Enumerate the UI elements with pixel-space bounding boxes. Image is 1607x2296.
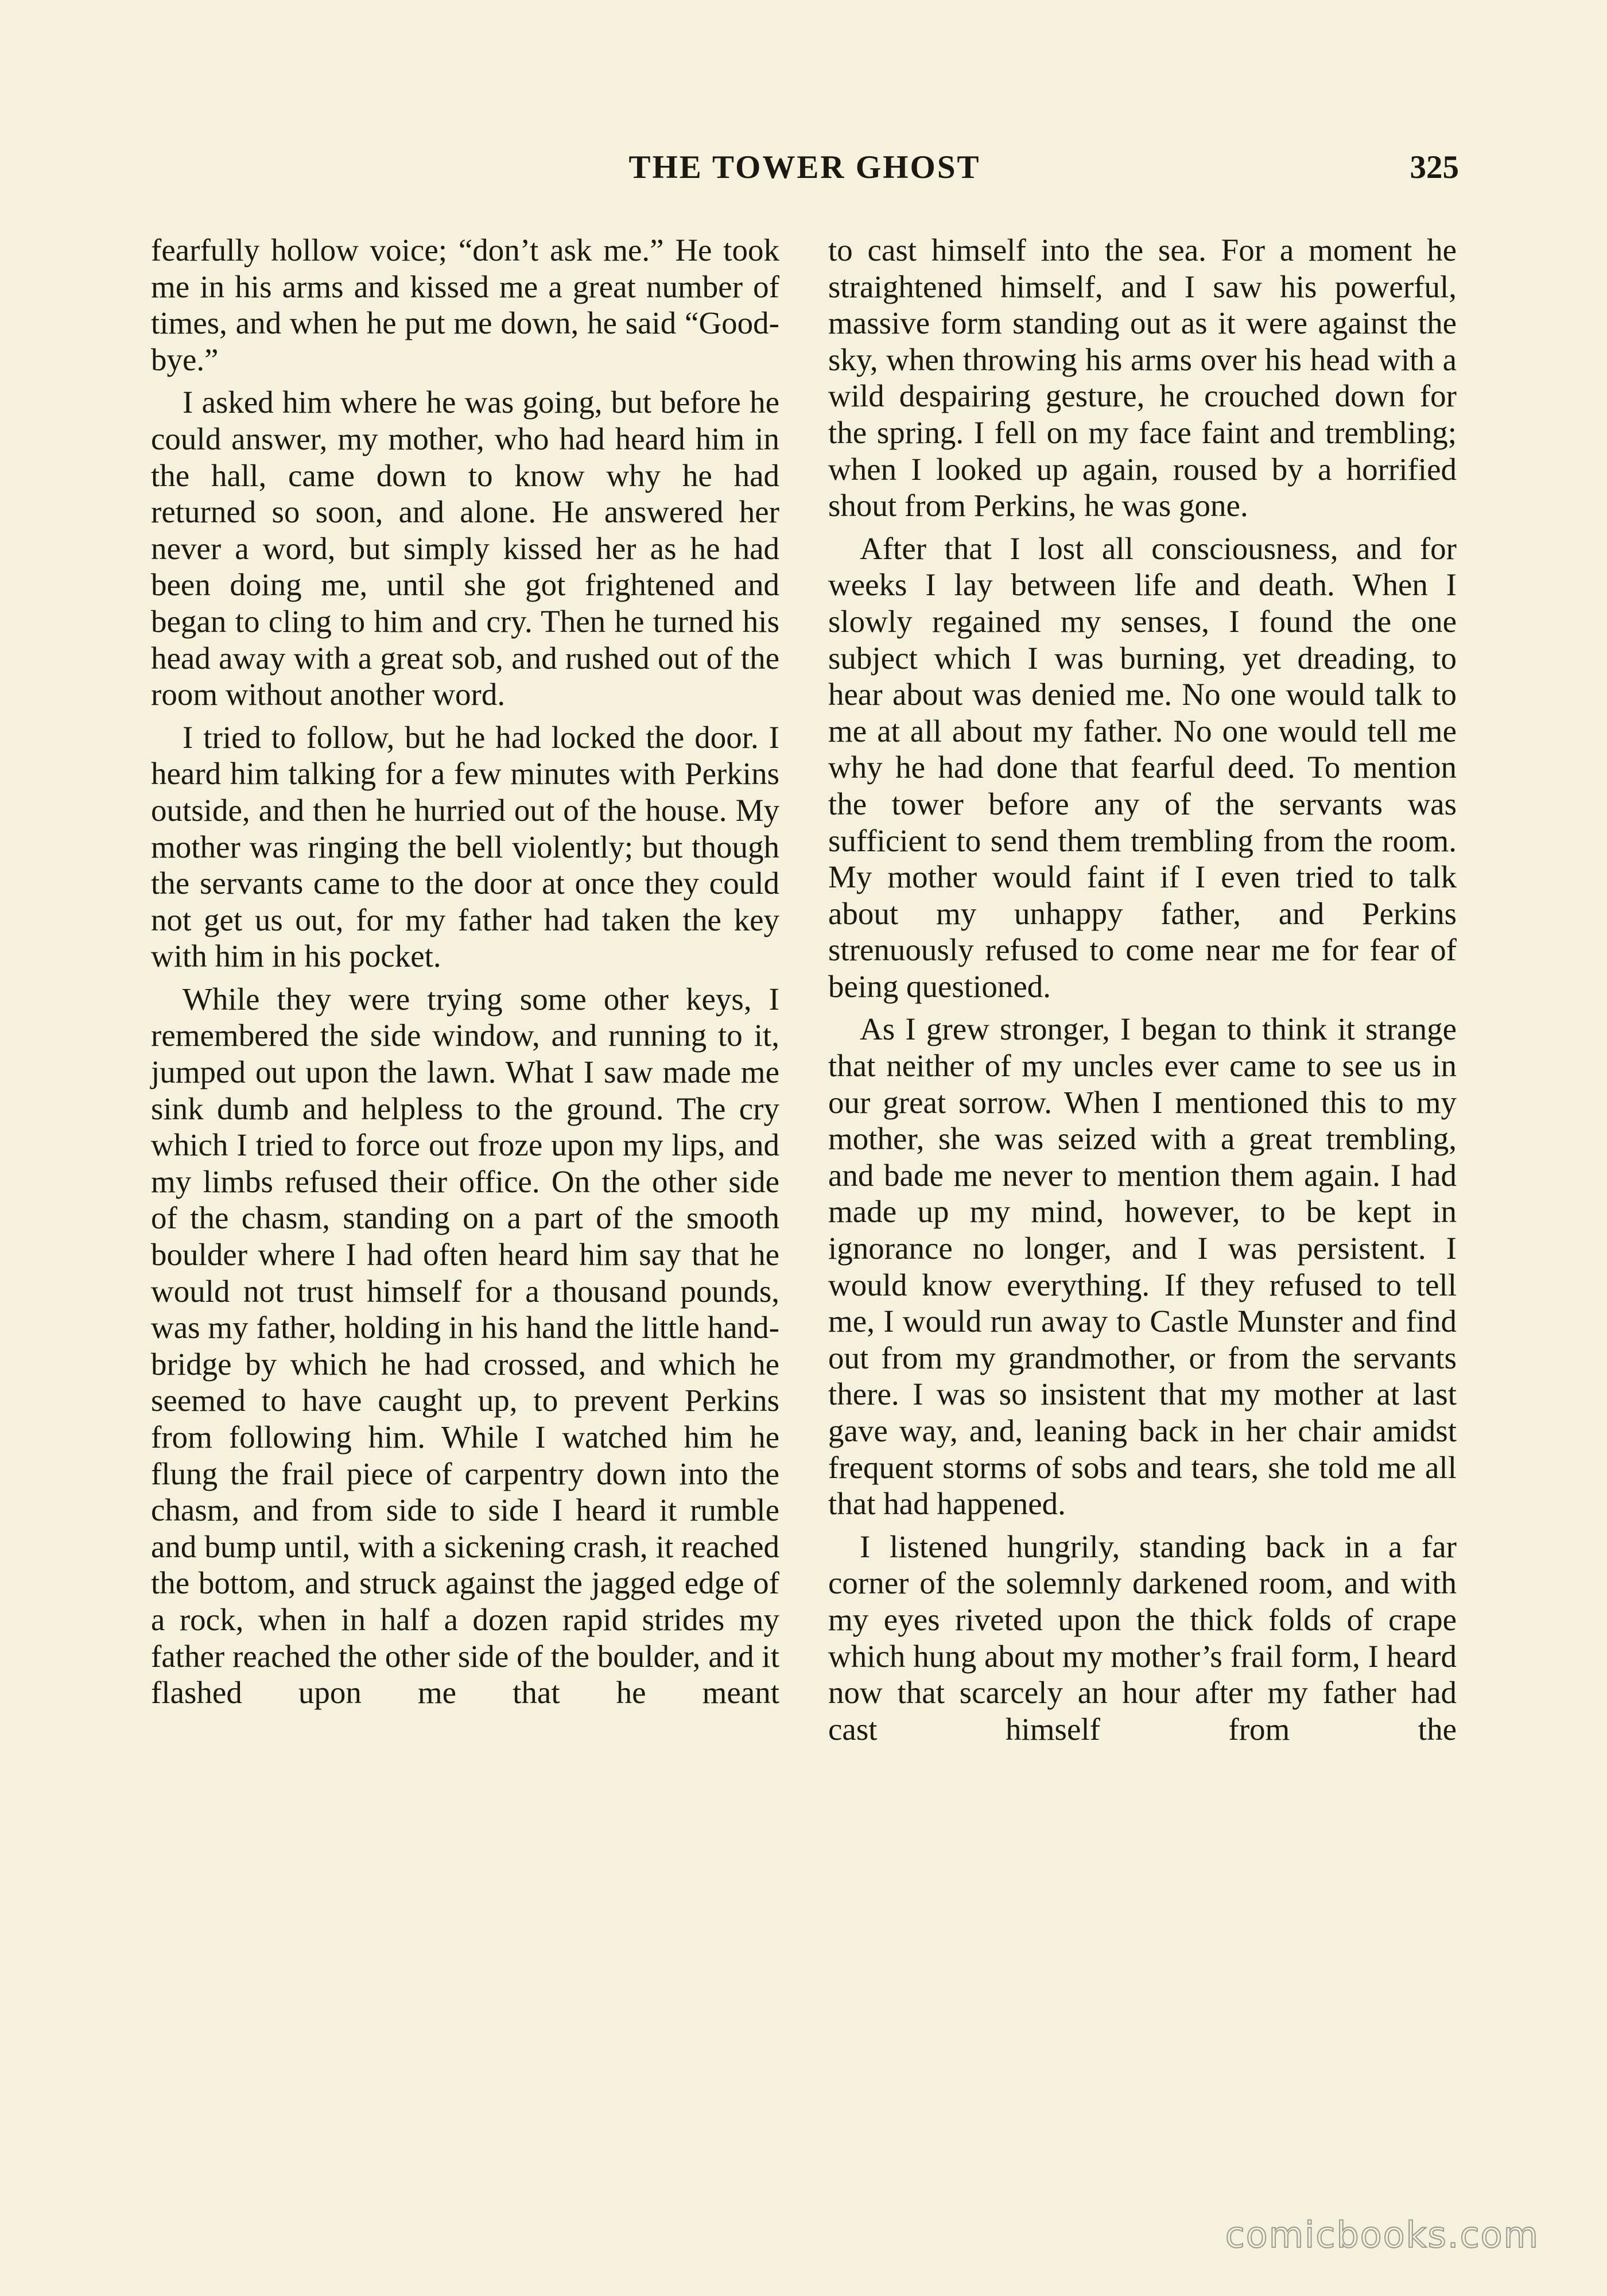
paragraph: After that I lost all consciousness, and for weeks I lay between life and death. When I slowly regained my senses, I found the one subject which I was burning, yet dreading, to hear about was denied me. No one would talk to me at all about my father. No one would tell me why he had done that fearful deed. To mention the tower before any of the servants was sufficient to send them trembling from the room. My mother would faint if I even tried to talk about my unhappy father, and Perkins strenuously refused to come near me for fear of being questioned. [828,530,1457,1004]
paragraph: to cast himself into the sea. For a moment he straightened himself, and I saw his powerful, massive form standing out as it were against the sky, when throwing his arms over his head with a wild despairing gesture, he crouched down for the spring. I fell on my face faint and trembling; when I looked up again, roused by a horrified shout from Perkins, he was gone. [828,232,1457,523]
paragraph: I tried to follow, but he had locked the door. I heard him talking for a few minutes with Perkins outside, and then he hurried out of the house. My mother was ringing the bell violently; but though the servants came to the door at once they could not get us out, for my father had taken the key with him in his pocket. [151,719,779,974]
paragraph: I listened hungrily, standing back in a far corner of the solemnly darkened room, and with my eyes riveted upon the thick folds of crape which hung about my mother’s frail form, I heard now that scarcely an hour after my father had cast himself from the [828,1529,1457,1747]
paragraph: fearfully hollow voice; “don’t ask me.” He took me in his arms and kissed me a great number of times, and when he put me down, he said “Good-bye.” [151,232,779,377]
paragraph: I asked him where he was going, but before he could answer, my mother, who had heard him in the hall, came down to know why he had returned so soon, and alone. He answered her never a word, but simply kissed her as he had been doing me, until she got frightened and began to cling to him and cry. Then he turned his head away with a great sob, and rushed out of the room without another word. [151,385,779,712]
paragraph: As I grew stronger, I began to think it strange that neither of my uncles ever came to see us in our great sorrow. When I mentioned this to my mother, she was seized with a great trembling, and bade me never to mention them again. I had made up my mind, however, to be kept in ignorance no longer, and I was persistent. I would know everything. If they refused to tell me, I would run away to Castle Munster and find out from my grandmother, or from the servants there. I was so insistent that my mother at last gave way, and, leaning back in her chair amidst frequent storms of sobs and tears, she told me all that had happened. [828,1011,1457,1522]
right-column [828,232,1457,1754]
running-head [150,145,1459,191]
left-column [151,232,779,1717]
paragraph: While they were trying some other keys, I remembered the side window, and running to it, jumped out upon the lawn. What I saw made me sink dumb and helpless to the ground. The cry which I tried to force out froze upon my lips, and my limbs refused their office. On the other side of the chasm, standing on a part of the smooth boulder where I had often heard him say that he would not trust himself for a thousand pounds, was my father, holding in his hand the little hand-bridge by which he had crossed, and which he seemed to have caught up, to prevent Perkins from following him. While I watched him he flung the frail piece of carpentry down into the chasm, and from side to side I heard it rumble and bump until, with a sickening crash, it reached the bottom, and struck against the jagged edge of a rock, when in half a dozen rapid strides my father reached the other side of the boulder, and it flashed upon me that he meant [151,981,779,1711]
running-title: THE TOWER GHOST [628,149,981,185]
watermark: comicbooks.com [1225,2214,1539,2256]
page-number: 325 [1410,149,1459,185]
